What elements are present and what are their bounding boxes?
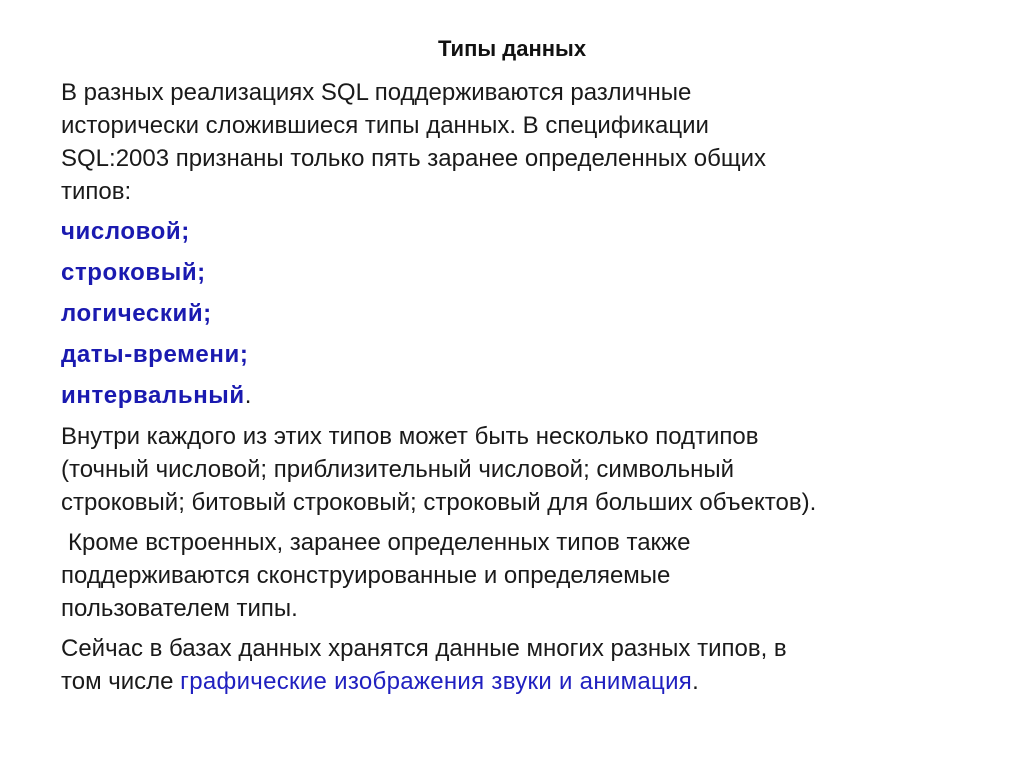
intro-line: исторически сложившиеся типы данных. В спецификации [61,112,709,139]
custom-types-line [61,526,961,559]
intro-line: типов: [61,178,132,205]
storage-paragraph [61,632,961,698]
type-item-boolean: логический; [61,300,212,327]
type-item-interval-label: интервальный [61,382,245,409]
slide-content [61,76,961,698]
type-item-numeric: числовой; [61,218,190,245]
storage-line-period: . [692,668,699,695]
type-item-string: строковый; [61,259,206,286]
subtypes-line: строковый; битовый строковый; строковый для больших объектов). [61,489,817,516]
intro-line: SQL:2003 признаны только пять заранее определенных общих [61,145,767,172]
subtypes-paragraph [61,420,961,519]
type-item-interval [61,379,961,412]
intro-paragraph [61,76,961,208]
custom-types-line-text: Кроме встроенных, заранее определенных типов также [68,529,691,556]
storage-line [61,665,961,698]
intro-line: В разных реализациях SQL поддерживаются различные [61,79,692,106]
media-types-highlight: графические изображения звуки и анимация [180,668,693,695]
storage-line-prefix: том числе [61,668,181,695]
slide-title: Типы данных [437,36,587,61]
type-item-datetime: даты-времени; [61,341,249,368]
storage-line: Сейчас в базах данных хранятся данные многих разных типов, в [61,635,787,662]
custom-types-line: пользователем типы. [61,595,298,622]
custom-types-line: поддерживаются сконструированные и определяемые [61,562,671,589]
subtypes-line: Внутри каждого из этих типов может быть несколько подтипов [61,423,759,450]
subtypes-line: (точный числовой; приблизительный числовой; символьный [61,456,735,483]
custom-types-paragraph [61,526,961,625]
type-item-interval-period: . [244,382,253,409]
